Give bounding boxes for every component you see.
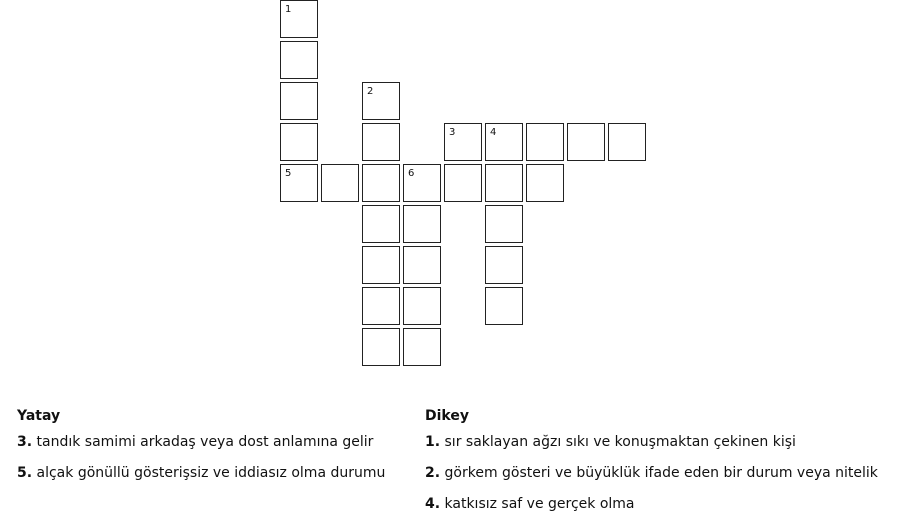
crossword-cell[interactable]: [362, 82, 400, 120]
clue-down-4: [425, 496, 878, 512]
crossword-cell[interactable]: [526, 123, 564, 161]
cell-number: 3: [449, 127, 456, 138]
crossword-cell[interactable]: [403, 164, 441, 202]
across-clues: [17, 408, 385, 496]
crossword-cell[interactable]: [362, 123, 400, 161]
crossword-cell[interactable]: [403, 205, 441, 243]
clue-down-1: [425, 434, 878, 450]
clue-text: alçak gönüllü gösterişsiz ve iddiasız olma durumu: [36, 465, 386, 481]
cell-number: 6: [408, 168, 415, 179]
clue-number: 1.: [425, 434, 441, 450]
cell-number: 1: [285, 4, 292, 15]
clue-text: katkısız saf ve gerçek olma: [444, 496, 635, 512]
clue-text: sır saklayan ağzı sıkı ve konuşmaktan çekinen kişi: [444, 434, 796, 450]
crossword-cell[interactable]: [485, 164, 523, 202]
crossword-cell[interactable]: [567, 123, 605, 161]
crossword-cell[interactable]: [362, 164, 400, 202]
crossword-cell[interactable]: [321, 164, 359, 202]
clue-down-2: [425, 465, 878, 481]
clue-across-5: [17, 465, 385, 481]
clue-number: 3.: [17, 434, 33, 450]
crossword-cell[interactable]: [485, 123, 523, 161]
crossword-cell[interactable]: [280, 82, 318, 120]
clue-across-3: [17, 434, 385, 450]
crossword-cell[interactable]: [485, 246, 523, 284]
crossword-cell[interactable]: [362, 246, 400, 284]
across-heading: Yatay: [17, 408, 61, 424]
crossword-cell[interactable]: [608, 123, 646, 161]
crossword-cell[interactable]: [444, 164, 482, 202]
clue-number: 5.: [17, 465, 33, 481]
cell-number: 4: [490, 127, 497, 138]
clue-text: tandık samimi arkadaş veya dost anlamına gelir: [36, 434, 374, 450]
cell-number: 2: [367, 86, 374, 97]
clue-number: 4.: [425, 496, 441, 512]
crossword-cell[interactable]: [362, 205, 400, 243]
crossword-cell[interactable]: [526, 164, 564, 202]
clue-number: 2.: [425, 465, 441, 481]
crossword-cell[interactable]: [403, 328, 441, 366]
down-clues: [425, 408, 878, 518]
crossword-cell[interactable]: [485, 205, 523, 243]
crossword-cell[interactable]: [280, 0, 318, 38]
crossword-cell[interactable]: [362, 328, 400, 366]
crossword-cell[interactable]: [444, 123, 482, 161]
crossword-cell[interactable]: [280, 123, 318, 161]
crossword-cell[interactable]: [403, 246, 441, 284]
cell-number: 5: [285, 168, 292, 179]
clue-text: görkem gösteri ve büyüklük ifade eden bir durum veya nitelik: [444, 465, 878, 481]
crossword-cell[interactable]: [280, 164, 318, 202]
crossword-cell[interactable]: [485, 287, 523, 325]
crossword-cell[interactable]: [362, 287, 400, 325]
down-heading: Dikey: [425, 408, 469, 424]
crossword-cell[interactable]: [403, 287, 441, 325]
crossword-cell[interactable]: [280, 41, 318, 79]
